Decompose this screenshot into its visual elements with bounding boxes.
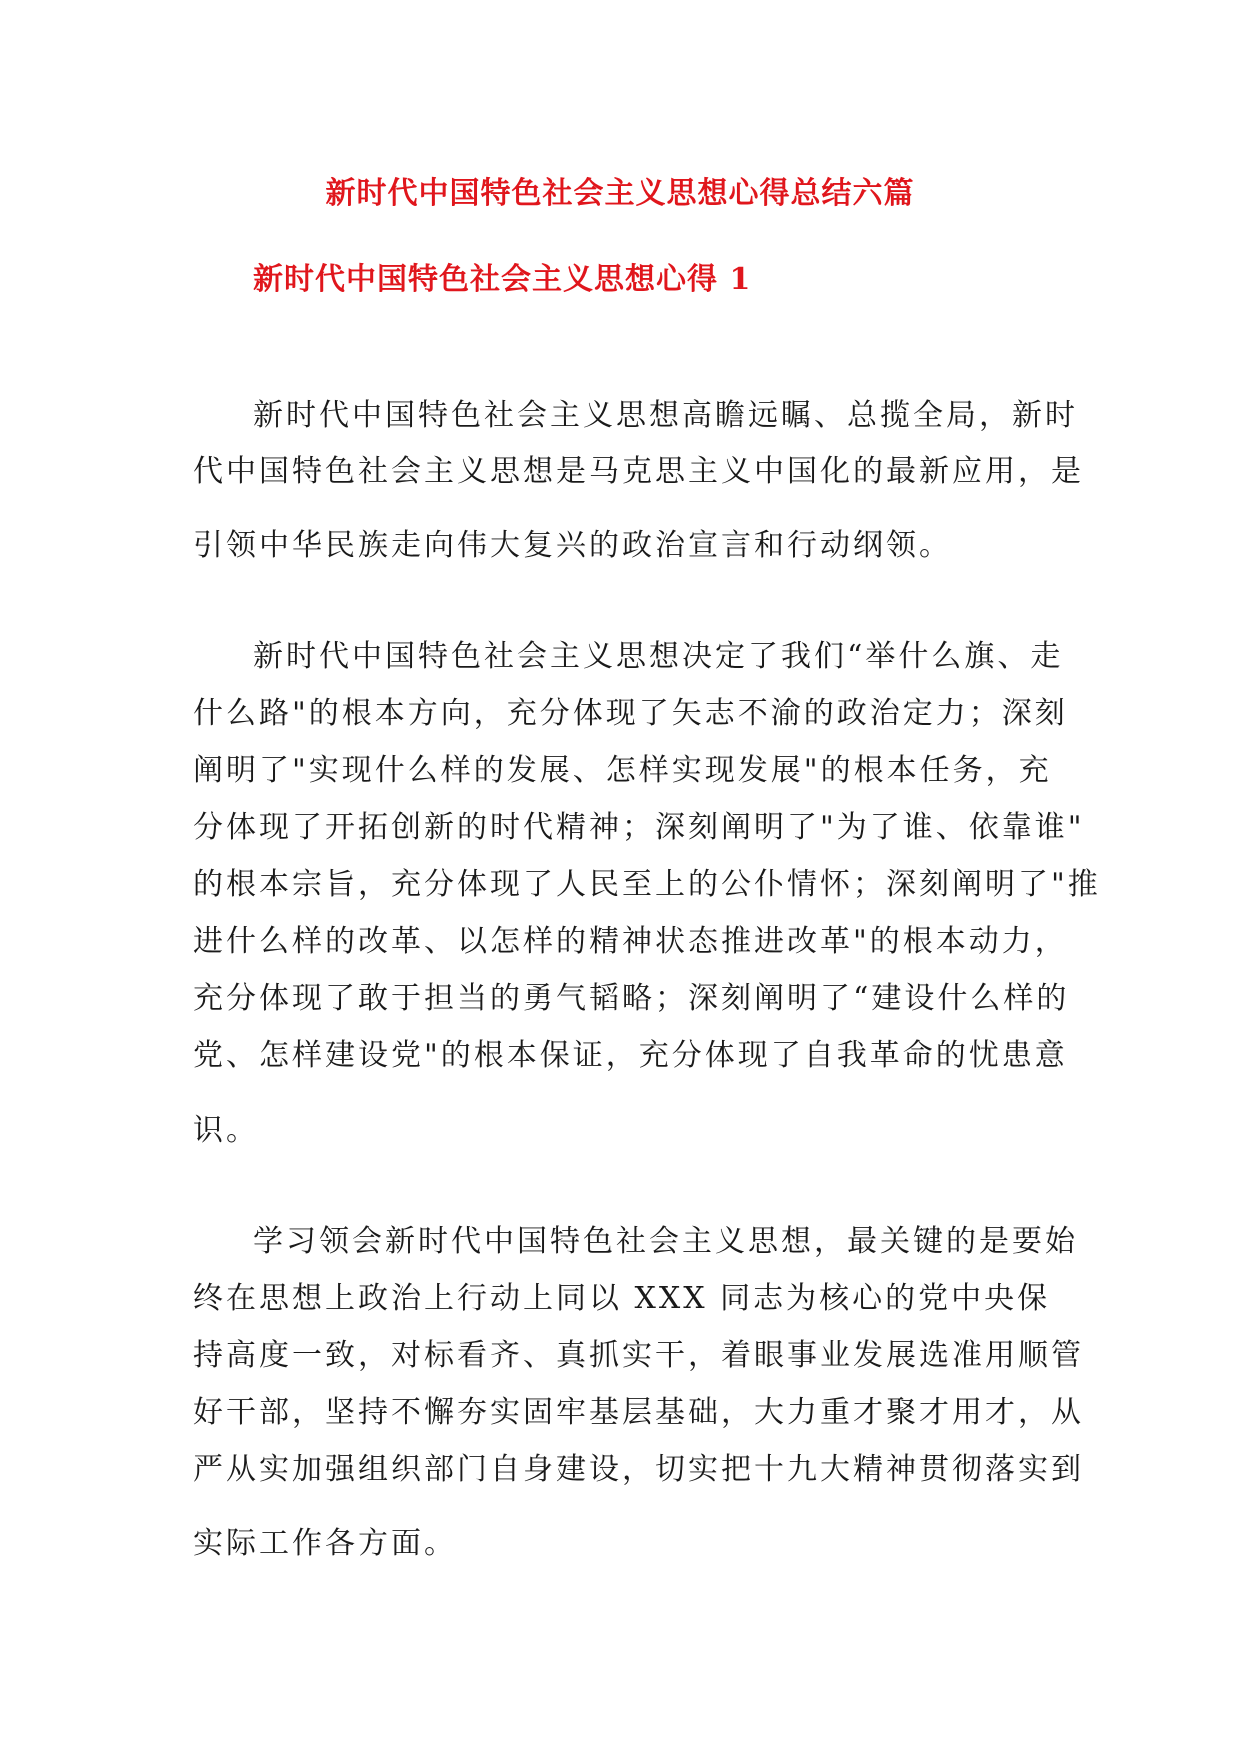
paragraph-2-line-8: 党、怎样建设党"的根本保证，充分体现了自我革命的忧患意 xyxy=(193,1038,1068,1073)
paragraph-3-line-3: 持高度一致，对标看齐、真抓实干，着眼事业发展选准用顺管 xyxy=(193,1338,1084,1373)
paragraph-2-line-3: 阐明了"实现什么样的发展、怎样实现发展"的根本任务，充 xyxy=(193,753,1052,788)
section-title: 新时代中国特色社会主义思想心得 1 xyxy=(253,262,752,297)
paragraph-1-line-1: 新时代中国特色社会主义思想高瞻远瞩、总揽全局，新时 xyxy=(253,398,1078,433)
paragraph-3-line-2: 终在思想上政治上行动上同以 XXX 同志为核心的党中央保 xyxy=(193,1281,1051,1316)
paragraph-2-line-4: 分体现了开拓创新的时代精神；深刻阐明了"为了谁、依靠谁" xyxy=(193,810,1085,845)
paragraph-2-line-2: 什么路"的根本方向，充分体现了矢志不渝的政治定力；深刻 xyxy=(193,696,1068,731)
paragraph-2-line-9: 识。 xyxy=(193,1113,259,1148)
paragraph-2-line-1: 新时代中国特色社会主义思想决定了我们“举什么旗、走 xyxy=(253,639,1064,674)
paragraph-3-line-4: 好干部，坚持不懈夯实固牢基层基础，大力重才聚才用才，从 xyxy=(193,1395,1084,1430)
paragraph-2-line-5: 的根本宗旨，充分体现了人民至上的公仆情怀；深刻阐明了"推 xyxy=(193,867,1101,902)
paragraph-3-line-5: 严从实加强组织部门自身建设，切实把十九大精神贯彻落实到 xyxy=(193,1452,1084,1487)
paragraph-1-line-2: 代中国特色社会主义思想是马克思主义中国化的最新应用，是 xyxy=(193,454,1084,489)
document-title: 新时代中国特色社会主义思想心得总结六篇 xyxy=(325,176,915,211)
paragraph-3-line-6: 实际工作各方面。 xyxy=(193,1526,457,1561)
paragraph-1-line-3: 引领中华民族走向伟大复兴的政治宣言和行动纲领。 xyxy=(193,528,952,563)
paragraph-3-line-1: 学习领会新时代中国特色社会主义思想，最关键的是要始 xyxy=(253,1224,1078,1259)
paragraph-2-line-6: 进什么样的改革、以怎样的精神状态推进改革"的根本动力， xyxy=(193,924,1068,959)
paragraph-2-line-7: 充分体现了敢于担当的勇气韬略；深刻阐明了“建设什么样的 xyxy=(193,981,1070,1016)
